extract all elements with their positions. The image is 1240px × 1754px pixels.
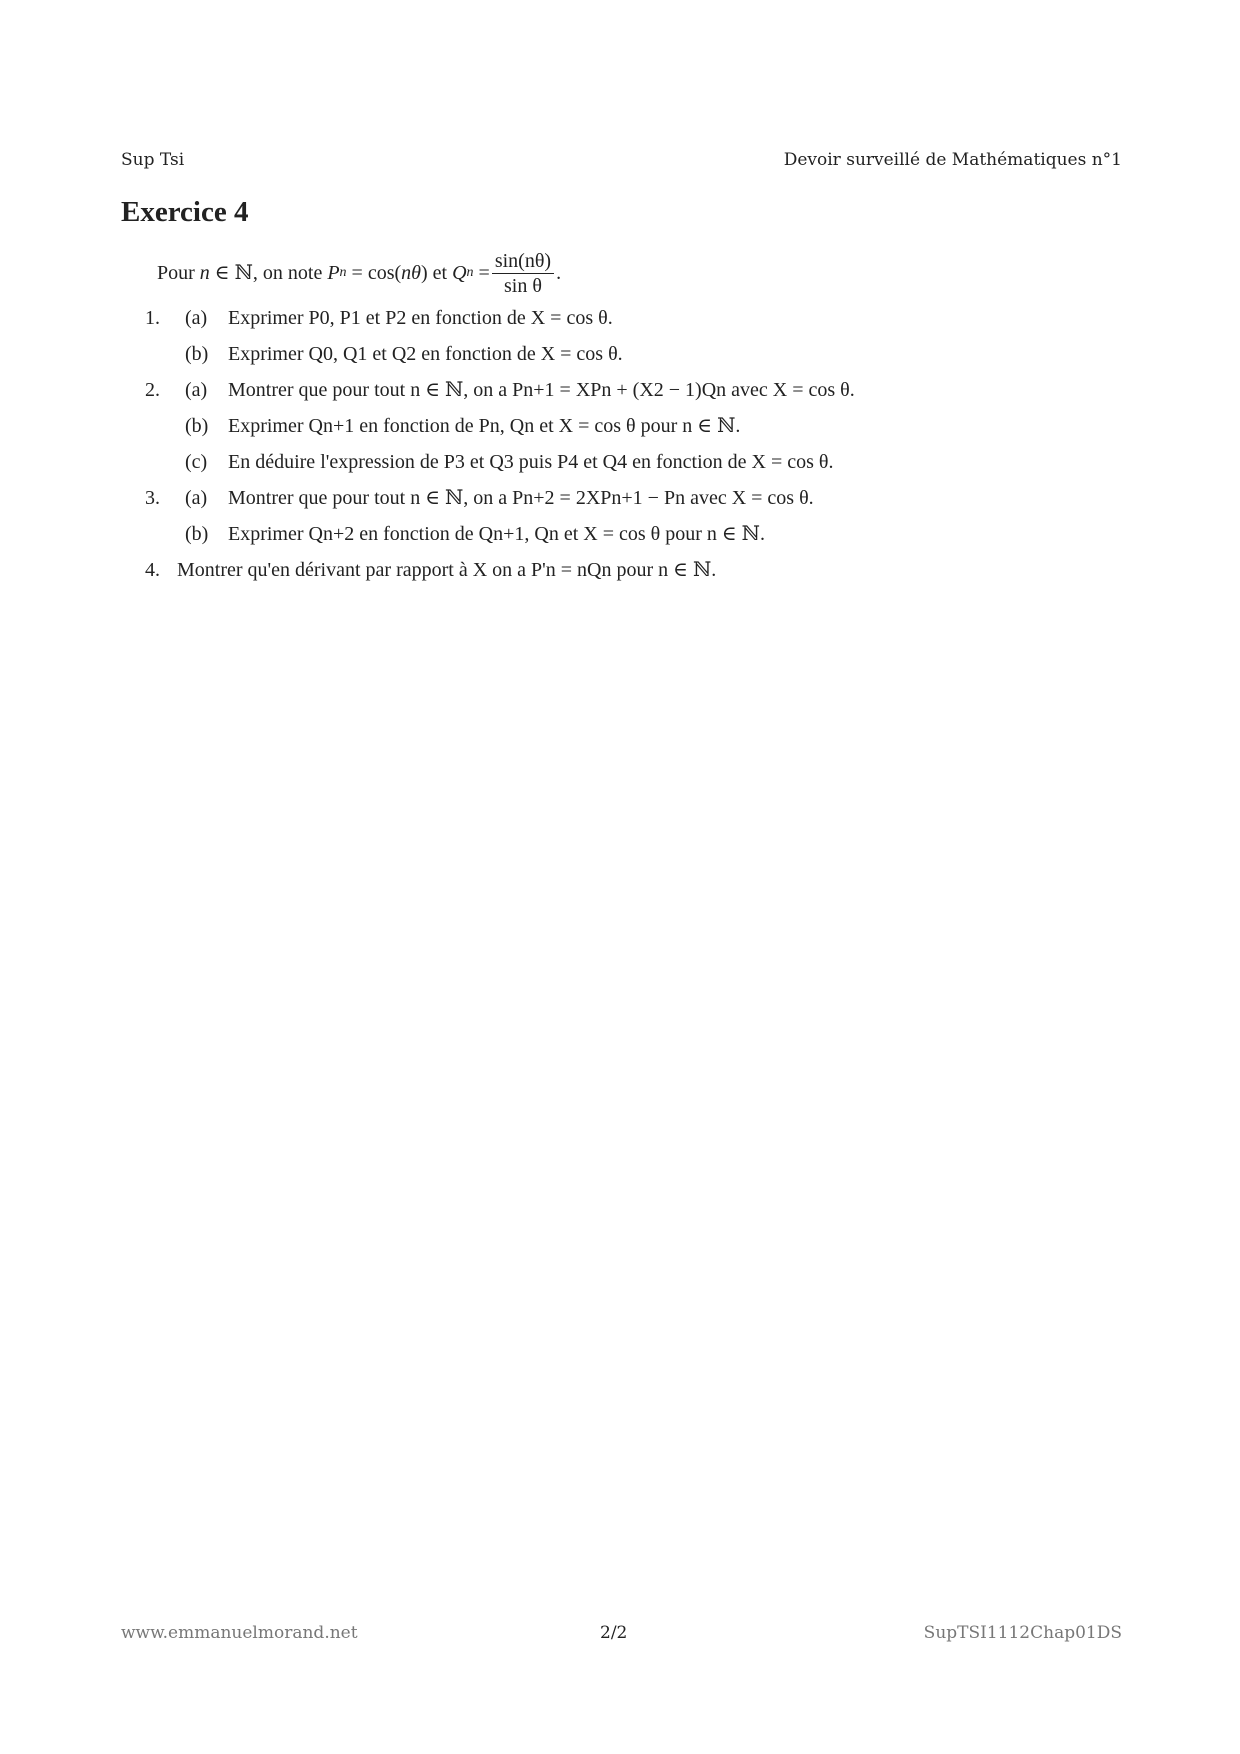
question-2 <box>121 372 1121 480</box>
question-number: 2. <box>145 379 160 401</box>
question-3b <box>121 516 1121 552</box>
question-1b <box>121 336 1121 372</box>
question-number: 4. <box>145 559 160 581</box>
item-text: Exprimer Q0, Q1 et Q2 en fonction de X = cos θ. <box>228 343 623 365</box>
question-3 <box>121 480 1121 552</box>
header-left: Sup Tsi <box>121 150 185 170</box>
question-2c <box>121 444 1121 480</box>
item-label: (a) <box>185 379 208 401</box>
item-text: En déduire l'expression de P3 et Q3 puis P4 et Q4 en fonction de X = cos θ. <box>228 451 834 473</box>
question-number: 3. <box>145 487 160 509</box>
footer-page-number: 2/2 <box>600 1623 628 1643</box>
fraction-denominator: sin θ <box>503 274 542 297</box>
question-1 <box>121 300 1121 372</box>
item-label: (b) <box>185 523 209 545</box>
footer-document-id: SupTSI1112Chap01DS <box>923 1623 1122 1643</box>
item-text: Montrer que pour tout n ∈ ℕ, on a Pn+1 = XPn + (X2 − 1)Qn avec X = cos θ. <box>228 379 855 401</box>
item-label: (a) <box>185 487 208 509</box>
question-2a <box>121 372 1121 408</box>
intro-on-note: , on note <box>252 262 323 284</box>
header-right: Devoir surveillé de Mathématiques n°1 <box>783 150 1122 170</box>
item-label: (b) <box>185 415 209 437</box>
question-3a <box>121 480 1121 516</box>
footer-website: www.emmanuelmorand.net <box>121 1623 358 1643</box>
item-text: Exprimer Qn+1 en fonction de Pn, Qn et X = cos θ pour n ∈ ℕ. <box>228 415 741 437</box>
intro-et: et <box>432 262 448 284</box>
question-number: 1. <box>145 307 160 329</box>
fraction-numerator: sin(nθ) <box>492 249 554 274</box>
item-label: (a) <box>185 307 208 329</box>
fraction <box>492 249 554 298</box>
intro-pour: Pour <box>157 262 195 284</box>
item-label: (c) <box>185 451 208 473</box>
item-label: (b) <box>185 343 209 365</box>
item-text: Montrer que pour tout n ∈ ℕ, on a Pn+2 = 2XPn+1 − Pn avec X = cos θ. <box>228 487 814 509</box>
question-2b <box>121 408 1121 444</box>
exercise-content <box>121 246 1121 588</box>
question-1a <box>121 300 1121 336</box>
exercise-title: Exercice 4 <box>121 196 249 228</box>
item-text: Exprimer P0, P1 et P2 en fonction de X = cos θ. <box>228 307 613 329</box>
item-text: Exprimer Qn+2 en fonction de Qn+1, Qn et X = cos θ pour n ∈ ℕ. <box>228 523 765 545</box>
intro-line: Pour n ∈ ℕ , on note P n = cos( nθ ) et Q n = $\frac{\sin(n\theta)}{\text{sin θ}}$ . <box>157 249 562 297</box>
item-text: Montrer qu'en dérivant par rapport à X on a P'n = nQn pour n ∈ ℕ. <box>177 559 717 581</box>
question-4 <box>121 552 1121 588</box>
